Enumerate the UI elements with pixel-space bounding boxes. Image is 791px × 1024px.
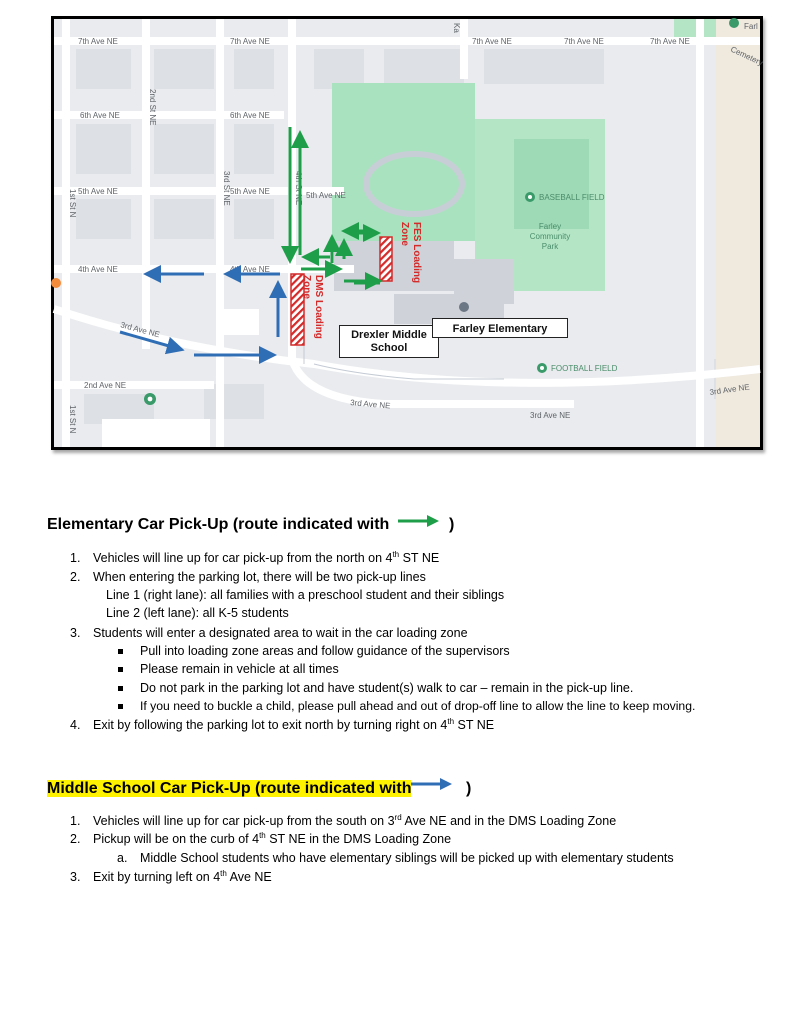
list-subitem: Line 1 (right lane): all families with a preschool student and their siblings <box>106 588 505 602</box>
restaurant-pin-icon <box>51 278 61 288</box>
bullet-item: Please remain in vehicle at all times <box>140 662 339 676</box>
svg-text:FOOTBALL FIELD: FOOTBALL FIELD <box>551 364 618 373</box>
list-item: Exit by following the parking lot to exit north by turning right on 4th ST NE <box>93 716 495 732</box>
svg-text:3rd Ave NE: 3rd Ave NE <box>119 320 161 340</box>
svg-text:1st St N: 1st St N <box>68 189 77 218</box>
svg-text:3rd St NE: 3rd St NE <box>222 171 231 206</box>
svg-text:2nd Ave NE: 2nd Ave NE <box>84 381 127 390</box>
farley-pin-icon <box>729 18 739 28</box>
bullet-icon <box>118 704 123 709</box>
bullet-item: Do not park in the parking lot and have student(s) walk to car – remain in the pick-up line. <box>140 681 634 695</box>
svg-text:7th Ave NE: 7th Ave NE <box>650 37 690 46</box>
svg-text:4th Ave NE: 4th Ave NE <box>78 265 118 274</box>
list-letter: a. <box>117 851 128 865</box>
svg-text:FarleyCommunityPark: Farley Community Park <box>529 222 571 251</box>
list-number: 1. <box>70 551 81 565</box>
fes-loading-zone-marker <box>380 237 392 281</box>
middle-school-heading: Middle School Car Pick-Up (route indicated with <box>47 780 412 797</box>
svg-text:7th Ave NE: 7th Ave NE <box>472 37 512 46</box>
svg-text:1st St N: 1st St N <box>68 405 77 434</box>
elementary-heading: Elementary Car Pick-Up (route indicated with <box>47 516 390 533</box>
svg-text:4th St NE: 4th St NE <box>294 171 303 206</box>
list-item: When entering the parking lot, there will be two pick-up lines <box>93 570 426 584</box>
list-number: 1. <box>70 814 81 828</box>
list-number: 4. <box>70 718 81 732</box>
route-map <box>51 16 763 450</box>
svg-text:4th Ave NE: 4th Ave NE <box>230 265 270 274</box>
bullet-icon <box>118 649 123 654</box>
map-canvas <box>54 19 765 447</box>
bullet-item: Pull into loading zone areas and follow guidance of the supervisors <box>140 644 510 658</box>
bullet-icon <box>118 667 123 672</box>
school-pin-icon <box>459 302 469 312</box>
elementary-heading-close: ) <box>449 516 455 533</box>
list-number: 2. <box>70 832 81 846</box>
list-item: Exit by turning left on 4th Ave NE <box>93 868 272 884</box>
drexler-middle-school-label: Drexler Middle School <box>339 325 439 358</box>
fes-zone-label: FES LoadingZone <box>399 222 422 284</box>
svg-text:Ka: Ka <box>452 23 461 33</box>
list-number: 3. <box>70 626 81 640</box>
list-item: Vehicles will line up for car pick-up from the south on 3rd Ave NE and in the DMS Loading Zone <box>93 812 617 828</box>
list-item: Students will enter a designated area to wait in the car loading zone <box>93 626 468 640</box>
list-subitem: Line 2 (left lane): all K-5 students <box>106 606 289 620</box>
dms-zone-label: DMS LoadingZone <box>301 275 324 339</box>
list-item: Pickup will be on the curb of 4th ST NE in the DMS Loading Zone <box>93 830 452 846</box>
svg-text:2nd St NE: 2nd St NE <box>148 89 157 126</box>
svg-text:5th Ave NE: 5th Ave NE <box>230 187 270 196</box>
list-item: Vehicles will line up for car pick-up from the north on 4th ST NE <box>93 549 440 565</box>
list-subitem: Middle School students who have elementary siblings will be picked up with elementary students <box>140 851 674 865</box>
list-number: 3. <box>70 870 81 884</box>
svg-text:Cemetery: Cemetery <box>729 44 765 68</box>
svg-text:5th Ave NE: 5th Ave NE <box>78 187 118 196</box>
svg-text:3rd Ave NE: 3rd Ave NE <box>349 398 391 411</box>
svg-text:7th Ave NE: 7th Ave NE <box>78 37 118 46</box>
middle-school-heading-close: ) <box>466 780 472 797</box>
farley-elementary-label: Farley Elementary <box>432 318 568 338</box>
svg-text:7th Ave NE: 7th Ave NE <box>564 37 604 46</box>
list-number: 2. <box>70 570 81 584</box>
svg-text:6th Ave NE: 6th Ave NE <box>230 111 270 120</box>
svg-text:3rd Ave NE: 3rd Ave NE <box>530 411 571 420</box>
svg-text:6th Ave NE: 6th Ave NE <box>80 111 120 120</box>
school-grounds <box>332 83 475 241</box>
baseball-field-area <box>514 139 589 229</box>
blue-route-arrow-icon <box>410 776 454 792</box>
svg-text:7th Ave NE: 7th Ave NE <box>230 37 270 46</box>
bullet-icon <box>118 686 123 691</box>
svg-text:BASEBALL FIELD: BASEBALL FIELD <box>539 193 605 202</box>
svg-text:5th Ave NE: 5th Ave NE <box>306 191 346 200</box>
green-route-arrow-icon <box>397 513 441 529</box>
svg-text:Farl: Farl <box>744 22 758 31</box>
bullet-item: If you need to buckle a child, please pull ahead and out of drop-off line to allow the line to keep moving. <box>140 699 696 713</box>
svg-text:3rd Ave NE: 3rd Ave NE <box>709 382 751 397</box>
